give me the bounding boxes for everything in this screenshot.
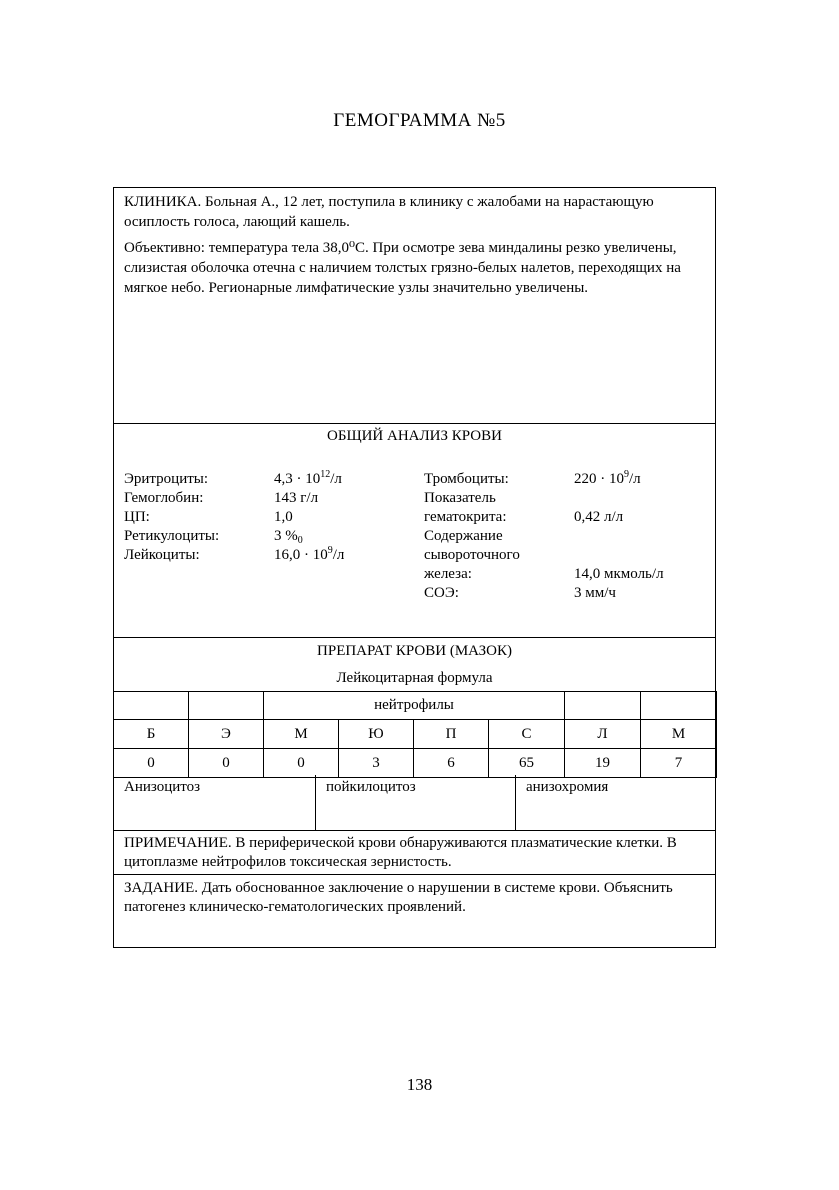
iron-label-line3: железа: xyxy=(424,566,472,582)
smear-title: ПРЕПАРАТ КРОВИ (МАЗОК) xyxy=(317,643,512,659)
iron-label-line2: сывороточного xyxy=(424,547,520,563)
blood-analysis-title: ОБЩИЙ АНАЛИЗ КРОВИ xyxy=(327,428,502,444)
clinic-paragraph-1: КЛИНИКА. Больная А., 12 лет, поступила в клинику с жалобами на нарастающую осиплость голоса, лающий кашель. xyxy=(124,194,654,230)
esr-label: СОЭ: xyxy=(424,585,459,601)
page-title: ГЕМОГРАММА №5 xyxy=(333,110,506,131)
value-segmented: 65 xyxy=(489,749,565,778)
header-band: П xyxy=(414,720,489,749)
value-monocytes: 7 xyxy=(641,749,717,778)
value-band: 6 xyxy=(414,749,489,778)
note-section: ПРИМЕЧАНИЕ. В периферической крови обнаруживаются плазматические клетки. В цитоплазме нейтрофилов токсическая зернистость. xyxy=(114,830,715,875)
value-myelocytes: 0 xyxy=(264,749,339,778)
iron-value: 14,0 мкмоль/л xyxy=(574,566,664,582)
value-lymphocytes: 19 xyxy=(565,749,641,778)
page-number: 138 xyxy=(406,1075,433,1094)
reticulocytes-value: 3 $\%_0$ xyxy=(274,528,303,546)
anisochromia-cell: анизохромия xyxy=(515,775,716,830)
platelets-label: Тромбоциты: xyxy=(424,471,509,487)
iron-label-line1: Содержание xyxy=(424,528,503,544)
header-eosinophils: Э xyxy=(189,720,264,749)
poikilocytosis-cell: пойкилоцитоз xyxy=(315,775,515,830)
hemogram-card xyxy=(113,187,716,948)
neutrophils-header: нейтрофилы xyxy=(264,692,565,720)
esr-value: 3 мм/ч xyxy=(574,585,616,601)
table-cell xyxy=(189,692,264,720)
value-basophils: 0 xyxy=(114,749,189,778)
value-eosinophils: 0 xyxy=(189,749,264,778)
leukocyte-formula-title: Лейкоцитарная формула xyxy=(336,670,493,686)
header-monocytes: М xyxy=(641,720,717,749)
leukocyte-formula-table xyxy=(113,691,717,778)
table-row xyxy=(114,749,717,778)
hematocrit-label-line2: гематокрита: xyxy=(424,509,507,525)
platelets-value: $220 \cdot 10^9/л$ xyxy=(574,469,641,487)
table-cell xyxy=(114,692,189,720)
hemoglobin-value: 143 г/л xyxy=(274,490,319,506)
erythrocytes-label: Эритроциты: xyxy=(124,471,209,487)
clinic-paragraph-2: Объективно: температура тела 38,0⁰С. При осмотре зева миндалины резко увеличены, слизистая оболочка отечна с наличием толстых грязно-белых налетов, переходящих на мягкое небо. Регионарные лимфатические узлы значительно увеличены. xyxy=(124,240,681,296)
hematocrit-value: 0,42 л/л xyxy=(574,509,624,525)
hematocrit-label-line1: Показатель xyxy=(424,490,496,506)
leukocytes-value: $16,0 \cdot 10^9/л$ xyxy=(274,545,345,563)
leukocytes-label: Лейкоциты: xyxy=(124,547,200,563)
reticulocytes-label: Ретикулоциты: xyxy=(124,528,220,544)
ci-value: 1,0 xyxy=(274,509,293,525)
blood-analysis-section xyxy=(114,424,715,638)
table-row xyxy=(114,720,717,749)
header-segmented: С xyxy=(489,720,565,749)
clinic-section xyxy=(114,188,715,424)
table-row xyxy=(114,692,717,720)
erythrocytes-value: $4,3 \cdot 10^{12}/л$ xyxy=(274,469,342,487)
header-myelocytes: М xyxy=(264,720,339,749)
header-juvenile: Ю xyxy=(339,720,414,749)
header-lymphocytes: Л xyxy=(565,720,641,749)
table-cell xyxy=(565,692,641,720)
table-cell xyxy=(641,692,717,720)
task-section: ЗАДАНИЕ. Дать обоснованное заключение о нарушении в системе крови. Объяснить патогенез клиническо-гематологических проявлений. xyxy=(124,880,673,915)
hemoglobin-label: Гемоглобин: xyxy=(124,490,204,506)
header-basophils: Б xyxy=(114,720,189,749)
morphology-row xyxy=(114,775,715,831)
anisocytosis-cell: Анизоцитоз xyxy=(124,779,201,795)
ci-label: ЦП: xyxy=(124,509,150,525)
value-juvenile: 3 xyxy=(339,749,414,778)
